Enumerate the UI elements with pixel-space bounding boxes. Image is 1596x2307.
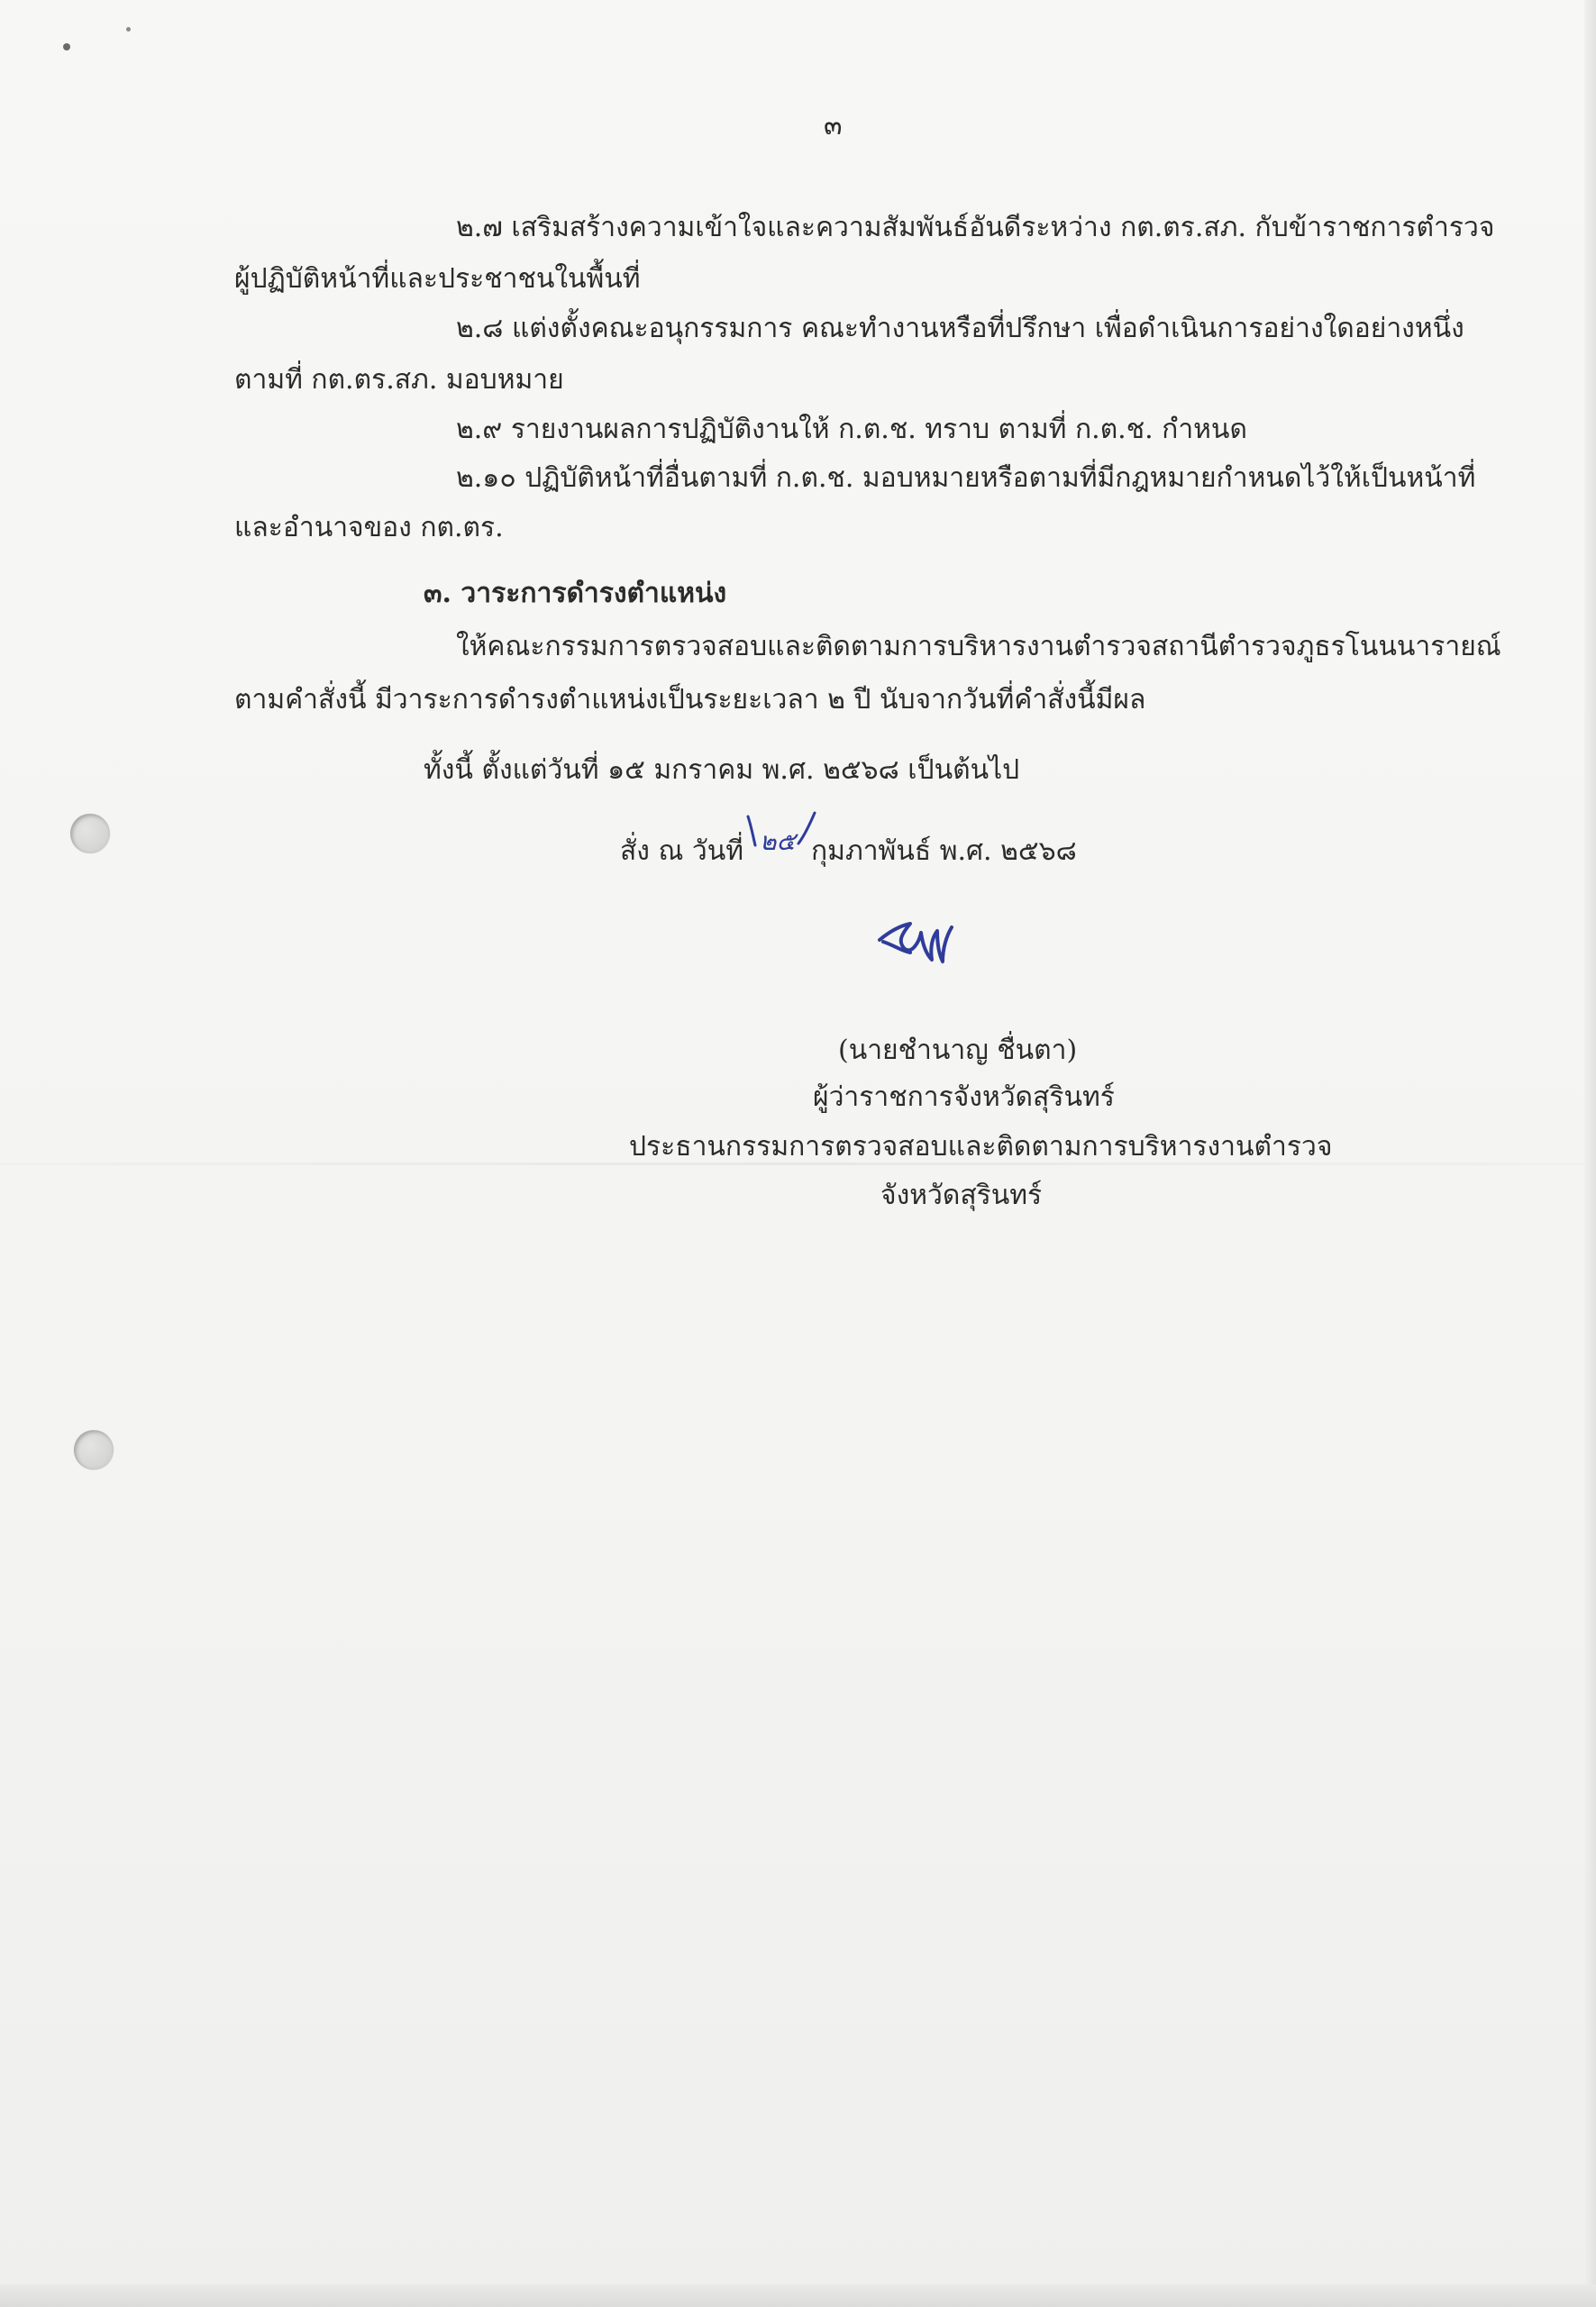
effective-date: ทั้งนี้ ตั้งแต่วันที่ ๑๕ มกราคม พ.ศ. ๒๕๖๘ เป็นต้นไป (424, 754, 1020, 786)
clause-2-7-line1: ๒.๗ เสริมสร้างความเข้าใจและความสัมพันธ์อันดีระหว่าง กต.ตร.สภ. กับข้าราชการตำรวจ (456, 212, 1495, 243)
clause-2-8-line2: ตามที่ กต.ตร.สภ. มอบหมาย (234, 364, 564, 396)
order-date-suffix: กุมภาพันธ์ พ.ศ. ๒๕๖๘ (811, 835, 1077, 867)
section-3-heading: ๓. วาระการดำรงตำแหน่ง (424, 578, 727, 609)
handwritten-day-stroke (744, 809, 816, 854)
page-number: ๓ (824, 110, 843, 141)
clause-2-8-line1: ๒.๘ แต่งตั้งคณะอนุกรรมการ คณะทำงานหรือที่ปรึกษา เพื่อดำเนินการอย่างใดอย่างหนึ่ง (456, 313, 1464, 344)
clause-2-10-line2: และอำนาจของ กต.ตร. (234, 512, 504, 543)
punch-hole-lower (74, 1430, 114, 1470)
paper-edge-right (1584, 0, 1596, 2307)
section-3-para-line2: ตามคำสั่งนี้ มีวาระการดำรงตำแหน่งเป็นระยะเวลา ๒ ปี นับจากวันที่คำสั่งนี้มีผล (234, 684, 1146, 716)
order-date-prefix: สั่ง ณ วันที่ (620, 835, 743, 867)
corner-speck (63, 43, 70, 50)
clause-2-9-line1: ๒.๙ รายงานผลการปฏิบัติงานให้ ก.ต.ช. ทราบ ตามที่ ก.ต.ช. กำหนด (456, 414, 1247, 445)
clause-2-10-line1: ๒.๑๐ ปฏิบัติหน้าที่อื่นตามที่ ก.ต.ช. มอบหมายหรือตามที่มีกฎหมายกำหนดไว้ให้เป็นหน้าที่ (456, 462, 1476, 494)
signature-mark (874, 915, 955, 969)
signatory-title-province: จังหวัดสุรินทร์ (880, 1180, 1043, 1211)
paper-edge-bottom (0, 2284, 1596, 2307)
corner-speck (126, 27, 131, 32)
section-3-para-line1: ให้คณะกรรมการตรวจสอบและติดตามการบริหารงานตำรวจสถานีตำรวจภูธรโนนนารายณ์ (456, 631, 1501, 662)
punch-hole-upper (70, 814, 110, 853)
signatory-title-chairman: ประธานกรรมการตรวจสอบและติดตามการบริหารงานตำรวจ (629, 1131, 1333, 1163)
signatory-title-governor: ผู้ว่าราชการจังหวัดสุรินทร์ (813, 1081, 1115, 1113)
signatory-name: (นายชำนาญ ชื่นตา) (838, 1035, 1078, 1066)
order-date-day: ๒๕ (760, 826, 796, 856)
clause-2-7-line2: ผู้ปฏิบัติหน้าที่และประชาชนในพื้นที่ (234, 263, 641, 295)
